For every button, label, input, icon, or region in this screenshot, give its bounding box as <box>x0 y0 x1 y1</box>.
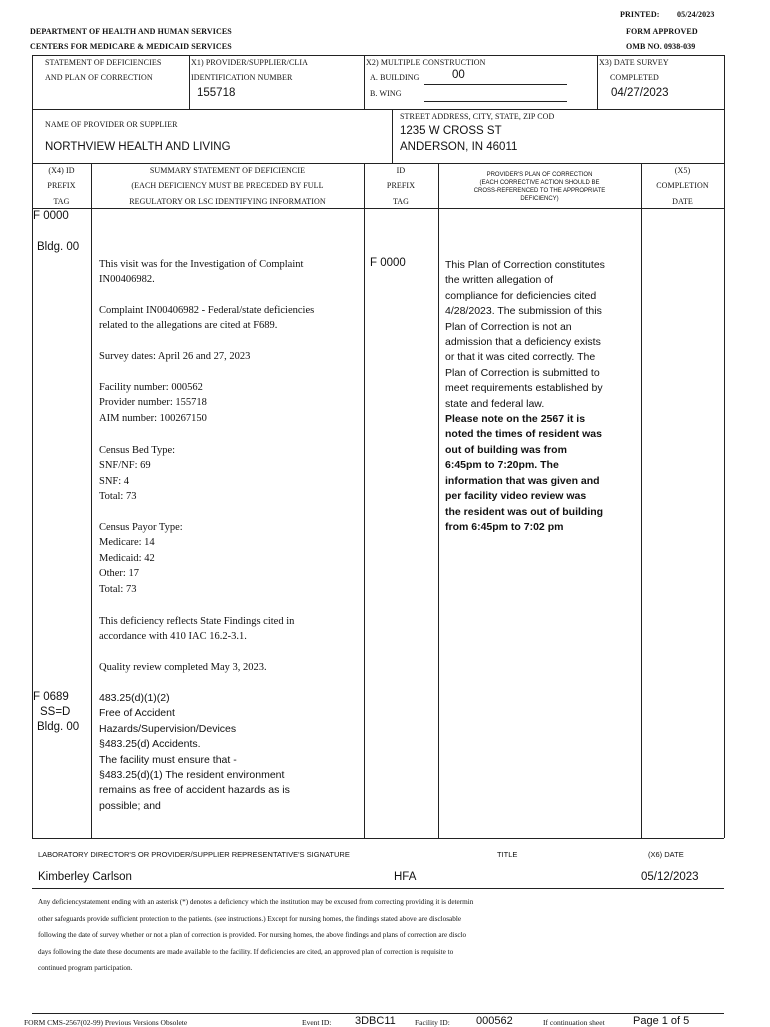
construction-label: X2) MULTIPLE CONSTRUCTION <box>366 58 486 67</box>
summary-paragraph-visit <box>99 257 303 288</box>
department-title: DEPARTMENT OF HEALTH AND HUMAN SERVICES <box>30 27 232 36</box>
x4-header-2: PREFIX <box>47 181 76 190</box>
summary-line: Total: 73 <box>99 491 137 503</box>
summary-line: Medicaid: 42 <box>99 552 155 564</box>
summary-header-3: REGULATORY OR LSC IDENTIFYING INFORMATION <box>129 197 326 206</box>
plan-line: admission that a deficiency exists <box>445 336 601 349</box>
plan-of-correction-text <box>445 258 605 535</box>
plan-line: compliance for deficiencies cited <box>445 289 597 302</box>
summary-line: Quality review completed May 3, 2023. <box>99 662 267 673</box>
summary-paragraph-census-bed <box>99 443 175 505</box>
rule-left-body <box>32 163 33 838</box>
summary-paragraph-census-payor <box>99 520 183 597</box>
form-number: FORM CMS-2567(02-99) Previous Versions Obsolete <box>24 1018 188 1027</box>
tag-bldg-1: Bldg. 00 <box>37 241 80 253</box>
summary-line: §483.25(d)(1) The resident environment <box>99 769 285 782</box>
summary-line: related to the allegations are cited at F689. <box>99 320 278 332</box>
summary-line: Complaint IN00406982 - Federal/state deficiencies <box>99 305 315 316</box>
rule-col-summary <box>91 163 92 838</box>
x4-header-3: TAG <box>53 197 70 206</box>
address-label: STREET ADDRESS, CITY, STATE, ZIP COD <box>400 112 555 121</box>
summary-paragraph-state-findings <box>99 614 294 645</box>
tag-f0000: F 0000 <box>33 210 69 222</box>
plan-note-line: information that was given and <box>445 474 600 487</box>
plan-line: Plan of Correction is submitted to <box>445 366 600 379</box>
summary-line: Other: 17 <box>99 568 139 580</box>
summary-line: possible; and <box>99 799 161 812</box>
plan-line: the written allegation of <box>445 274 553 287</box>
summary-paragraph-survey-dates <box>99 349 250 364</box>
rule-col-provider <box>189 55 190 109</box>
plan-line: or that it was cited correctly. The <box>445 351 596 364</box>
statement-label-1: STATEMENT OF DEFICIENCIES <box>45 58 162 67</box>
rule-right-body <box>724 163 725 838</box>
signature-label: LABORATORY DIRECTOR'S OR PROVIDER/SUPPLIER REPRESENTATIVE'S SIGNATURE <box>38 850 350 859</box>
rule-col-plan <box>438 163 439 838</box>
address-line-1: 1235 W CROSS ST <box>400 125 502 137</box>
summary-line: remains as free of accident hazards as is <box>99 784 290 797</box>
summary-line: Survey dates: April 26 and 27, 2023 <box>99 351 251 362</box>
rule-top <box>32 55 724 56</box>
facility-id: 000562 <box>476 1015 513 1027</box>
signer-name: Kimberley Carlson <box>38 871 132 883</box>
provider-id-label-2: IDENTIFICATION NUMBER <box>191 73 293 82</box>
plan-line: 4/28/2023. The submission of this <box>445 305 602 318</box>
rule-header-bottom <box>32 208 724 209</box>
form-approved: FORM APPROVED <box>626 27 698 36</box>
omb-number: OMB NO. 0938-039 <box>626 42 696 51</box>
rule-signature-bottom <box>32 888 724 889</box>
rule-right-provider <box>724 109 725 163</box>
tag-bldg-2: Bldg. 00 <box>37 721 80 733</box>
plan-note-line: noted the times of resident was <box>445 428 602 441</box>
facility-id-label: Facility ID: <box>415 1018 450 1027</box>
plan-note-line: the resident was out of building <box>445 505 604 518</box>
summary-line: IN00406982. <box>99 274 155 286</box>
title-label: TITLE <box>497 850 518 859</box>
summary-line: This visit was for the Investigation of Complaint <box>99 259 304 270</box>
x5-header-3: DATE <box>672 197 693 206</box>
disclaimer-line: other safeguards provide sufficient protection to the patients. (see instructions.) Except for nursing homes, the findings stated above are disclosable <box>38 914 462 923</box>
provider-name-label: NAME OF PROVIDER OR SUPPLIER <box>45 120 178 129</box>
plan-line: Plan of Correction is not an <box>445 320 572 333</box>
summary-line: accordance with 410 IAC 16.2-3.1. <box>99 631 247 643</box>
summary-line: Provider number: 155718 <box>99 397 207 409</box>
id-header-1: ID <box>396 166 406 175</box>
disclaimer-line: Any deficiencystatement ending with an asterisk (*) denotes a deficiency which the institution may be excused from correcting providing it is determin <box>38 898 474 906</box>
summary-paragraph-facility <box>99 380 207 426</box>
summary-line: Free of Accident <box>99 707 175 720</box>
disclaimer-line: following the date of survey whether or not a plan of correction is provided. For nursing homes, the above findings and plans of correction are disclo <box>38 931 467 940</box>
plan-tag-f0000: F 0000 <box>370 257 406 269</box>
date-survey-value: 04/27/2023 <box>611 87 669 99</box>
summary-line: SNF/NF: 69 <box>99 460 151 472</box>
provider-number: 155718 <box>197 87 236 99</box>
continuation-label: If continuation sheet <box>543 1018 605 1027</box>
summary-line: Census Bed Type: <box>99 445 176 456</box>
disclaimer-text <box>38 894 473 977</box>
summary-line: Census Payor Type: <box>99 522 183 533</box>
page-number: Page 1 of 5 <box>633 1015 690 1027</box>
summary-line: Facility number: 000562 <box>99 382 203 393</box>
tag-severity: SS=D <box>40 706 71 718</box>
rule-footer-top <box>32 1013 724 1014</box>
summary-line: SNF: 4 <box>99 475 130 487</box>
summary-line: Hazards/Supervision/Devices <box>99 722 237 735</box>
disclaimer-line: days following the date these documents are made available to the facility. If deficiencies are cited, an approved plan of correction is requisite to <box>38 947 454 956</box>
plan-note-line: from 6:45pm to 7:02 pm <box>445 520 564 533</box>
signature-date-label: (X6) DATE <box>648 850 684 859</box>
tag-f0689: F 0689 <box>33 691 69 703</box>
plan-line: state and federal law. <box>445 397 545 410</box>
rule-provider-top <box>32 109 724 110</box>
rule-header-top <box>32 163 724 164</box>
x5-header-1: (X5) <box>674 166 691 175</box>
rule-col-construction <box>364 55 365 109</box>
id-header-3: TAG <box>392 197 410 206</box>
summary-paragraph-f689 <box>99 691 290 814</box>
rule-col-date <box>597 55 598 109</box>
plan-note-line: per facility video review was <box>445 490 587 503</box>
disclaimer-line: continued program participation. <box>38 964 133 973</box>
rule-col-id <box>364 163 365 838</box>
plan-header-3: CROSS-REFERENCED TO THE APPROPRIATE <box>473 188 606 194</box>
printed-date: 05/24/2023 <box>677 10 715 19</box>
summary-paragraph-complaint <box>99 303 314 334</box>
x4-header-1: (X4) ID <box>48 166 75 175</box>
printed-label: PRINTED: <box>620 10 660 19</box>
provider-name: NORTHVIEW HEALTH AND LIVING <box>45 141 231 153</box>
rule-right-top <box>724 55 725 109</box>
rule-left-top <box>32 55 33 109</box>
plan-line: meet requirements established by <box>445 382 603 395</box>
plan-header-4: DEFICIENCY) <box>520 196 559 202</box>
date-survey-label-2: COMPLETED <box>610 73 659 82</box>
rule-left-provider <box>32 109 33 163</box>
summary-header-2: (EACH DEFICIENCY MUST BE PRECEDED BY FULL <box>131 181 324 190</box>
rule-body-bottom <box>32 838 724 839</box>
building-underline <box>424 84 567 85</box>
statement-label-2: AND PLAN OF CORRECTION <box>45 73 153 82</box>
signer-title: HFA <box>394 871 417 883</box>
summary-line: 483.25(d)(1)(2) <box>99 692 170 704</box>
event-id-label: Event ID: <box>302 1018 332 1027</box>
date-survey-label-1: X3) DATE SURVEY <box>599 58 669 67</box>
address-line-2: ANDERSON, IN 46011 <box>400 141 518 153</box>
plan-header-2: (EACH CORRECTIVE ACTION SHOULD BE <box>479 180 600 186</box>
building-label: A. BUILDING <box>370 73 420 82</box>
plan-note-line: Please note on the 2567 it is <box>445 413 586 426</box>
x5-header-2: COMPLETION <box>656 181 709 190</box>
summary-line: Medicare: 14 <box>99 537 155 549</box>
signature-date: 05/12/2023 <box>641 871 699 883</box>
summary-paragraph-quality-review <box>99 660 267 675</box>
event-id: 3DBC11 <box>355 1015 396 1027</box>
plan-note-line: 6:45pm to 7:20pm. The <box>445 459 559 472</box>
plan-header-1: PROVIDER'S PLAN OF CORRECTION <box>486 172 593 178</box>
summary-line: The facility must ensure that - <box>99 753 237 766</box>
building-value: 00 <box>452 69 465 81</box>
plan-note-line: out of building was from <box>445 443 567 456</box>
centers-title: CENTERS FOR MEDICARE & MEDICAID SERVICES <box>30 42 232 51</box>
summary-line: §483.25(d) Accidents. <box>99 738 201 751</box>
provider-id-label-1: X1) PROVIDER/SUPPLIER/CLIA <box>191 58 309 67</box>
rule-col-address <box>392 109 393 163</box>
wing-underline <box>424 101 567 102</box>
summary-header-1: SUMMARY STATEMENT OF DEFICIENCIE <box>149 166 306 175</box>
rule-col-completion <box>641 163 642 838</box>
summary-line: Total: 73 <box>99 583 137 595</box>
plan-line: This Plan of Correction constitutes <box>445 259 605 271</box>
summary-line: This deficiency reflects State Findings cited in <box>99 616 295 627</box>
summary-line: AIM number: 100267150 <box>99 412 207 424</box>
wing-label: B. WING <box>370 89 402 98</box>
id-header-2: PREFIX <box>386 181 416 190</box>
